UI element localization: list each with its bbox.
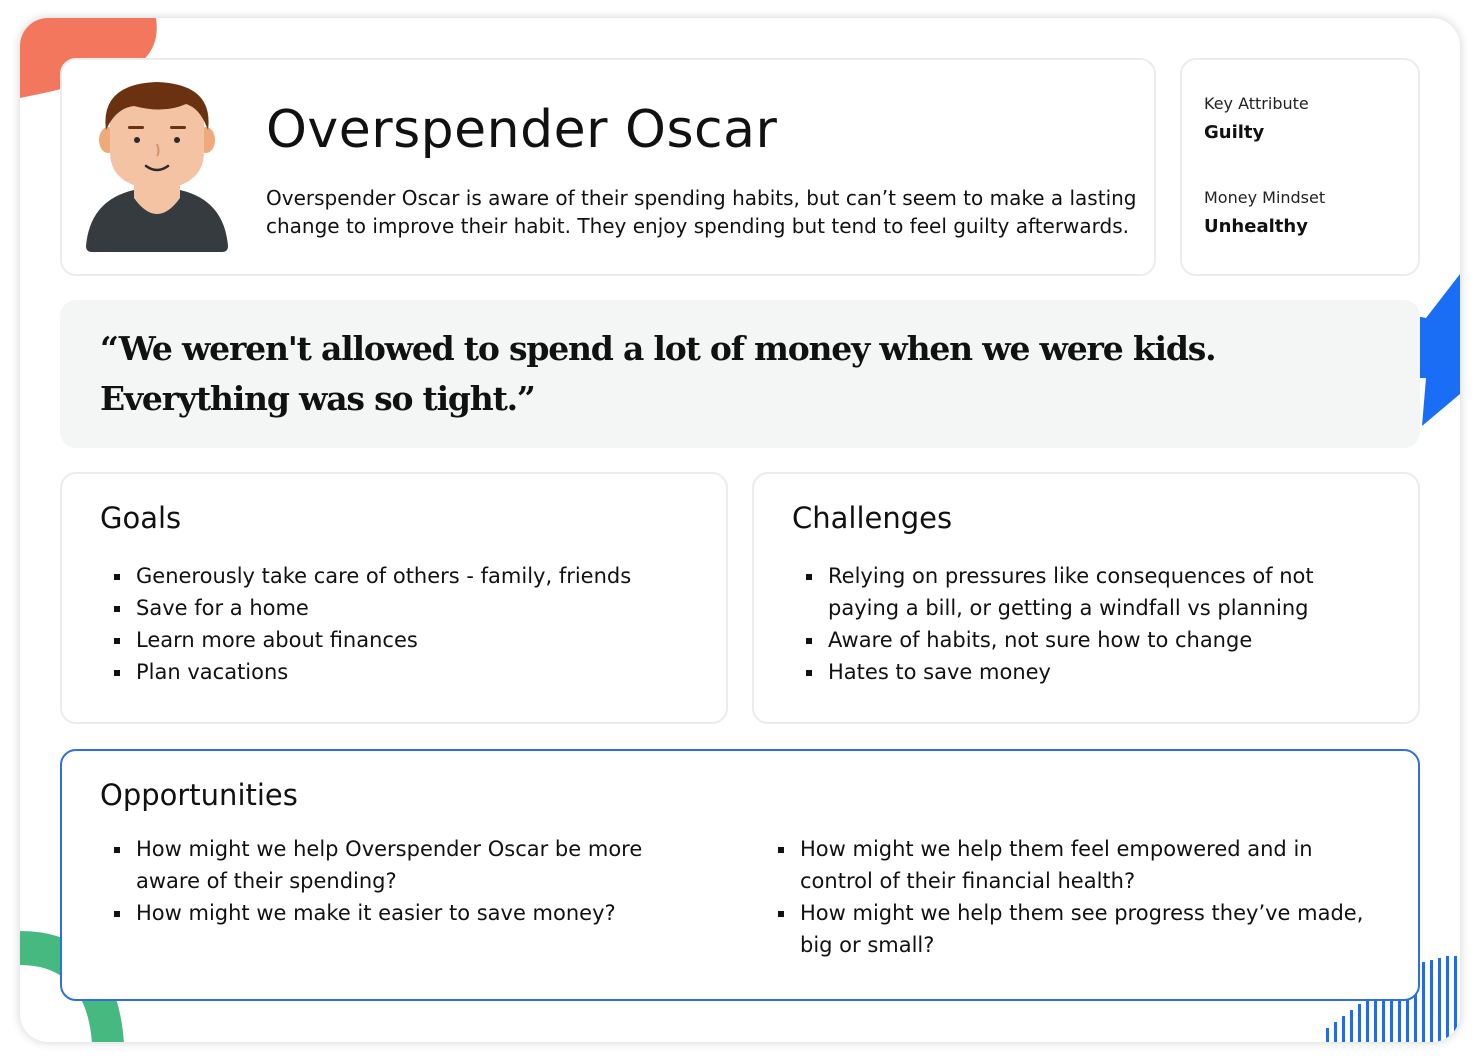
persona-quote: “We weren't allowed to spend a lot of money when we were kids. Everything was so tight.”	[100, 329, 1216, 418]
persona-card	[20, 18, 1460, 1042]
key-attribute-label: Key Attribute	[1204, 94, 1309, 113]
quote-section	[60, 300, 1420, 448]
opportunities-list-left	[100, 833, 700, 929]
avatar	[82, 80, 232, 256]
persona-description: Overspender Oscar is aware of their spending habits, but can’t seem to make a lasting change to improve their habit. They enjoy spending but tend to feel guilty afterwards.	[266, 186, 1137, 238]
opportunities-title: Opportunities	[100, 778, 298, 812]
list-item: Hates to save money	[792, 656, 1352, 688]
opportunities-list-right	[764, 833, 1374, 961]
list-item: How might we help Overspender Oscar be more aware of their spending?	[100, 833, 700, 897]
goals-title: Goals	[100, 501, 182, 535]
goals-list	[100, 560, 700, 688]
list-item: How might we help them see progress they’ve made, big or small?	[764, 897, 1374, 961]
list-item: Relying on pressures like consequences of not paying a bill, or getting a windfall vs planning	[792, 560, 1352, 624]
list-item: Plan vacations	[100, 656, 700, 688]
key-attribute-value: Guilty	[1204, 122, 1265, 143]
challenges-title: Challenges	[792, 501, 953, 535]
list-item: How might we make it easier to save money?	[100, 897, 700, 929]
opportunities-section	[60, 749, 1420, 1001]
challenges-section	[752, 472, 1420, 724]
list-item: Learn more about finances	[100, 624, 700, 656]
persona-name: Overspender Oscar	[266, 100, 778, 160]
profile-section	[60, 58, 1156, 276]
list-item: How might we help them feel empowered and in control of their financial health?	[764, 833, 1374, 897]
money-mindset-value: Unhealthy	[1204, 216, 1308, 237]
money-mindset-label: Money Mindset	[1204, 188, 1326, 207]
challenges-list	[792, 560, 1352, 688]
list-item: Save for a home	[100, 592, 700, 624]
attributes-section	[1180, 58, 1420, 276]
list-item: Aware of habits, not sure how to change	[792, 624, 1352, 656]
list-item: Generously take care of others - family, friends	[100, 560, 700, 592]
goals-section	[60, 472, 728, 724]
